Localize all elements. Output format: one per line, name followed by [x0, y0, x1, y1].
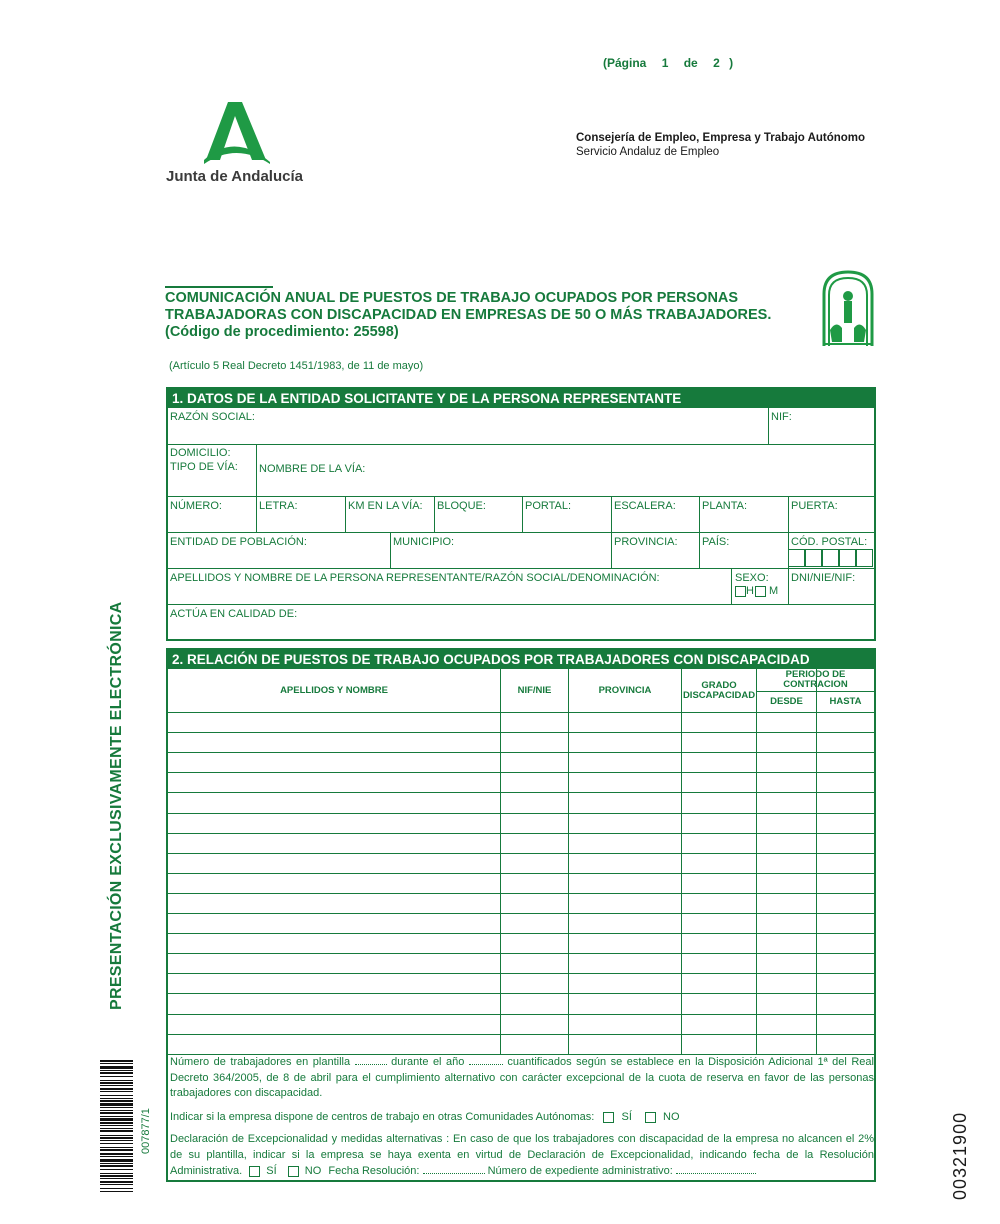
page-suffix: ) — [729, 56, 734, 70]
barcode-bar — [100, 1159, 133, 1162]
table-row[interactable] — [168, 833, 874, 853]
cod-postal-label: CÓD. POSTAL: — [791, 536, 868, 548]
excepcionalidad-si-checkbox[interactable] — [249, 1166, 260, 1177]
barcode-bar — [100, 1153, 133, 1155]
comunidades-paragraph — [170, 1110, 874, 1126]
barcode-bar — [100, 1066, 133, 1069]
barcode-bar — [100, 1098, 133, 1099]
andalucia-shield-icon — [820, 270, 876, 346]
table-row[interactable] — [168, 853, 874, 873]
barcode-bar — [100, 1100, 133, 1102]
barcode-bar — [100, 1130, 133, 1132]
barcode-bar — [100, 1165, 133, 1167]
comunidades-no-label: NO — [663, 1111, 680, 1123]
barcode-bar — [100, 1063, 133, 1064]
form-title — [165, 290, 805, 341]
fecha-resolucion-label: Fecha Resolución: — [328, 1165, 420, 1177]
page-total: 2 — [713, 56, 720, 70]
table-row[interactable] — [168, 1034, 874, 1054]
col-provincia-header: PROVINCIA — [568, 669, 681, 712]
nif-label: NIF: — [771, 411, 792, 423]
table-row[interactable] — [168, 913, 874, 933]
km-field[interactable] — [345, 497, 434, 532]
side-electronic-text: PRESENTACIÓN EXCLUSIVAMENTE ELECTRÓNICA — [108, 601, 125, 1010]
barcode-bar — [100, 1149, 133, 1151]
letra-label: LETRA: — [259, 500, 298, 512]
barcode-bar — [100, 1125, 133, 1126]
barcode-bar — [100, 1173, 133, 1174]
nombre-via-label: NOMBRE DE LA VÍA: — [259, 463, 366, 475]
expediente-label: Número de expediente administrativo: — [487, 1165, 673, 1177]
fecha-resolucion-field[interactable] — [423, 1163, 485, 1174]
barcode-bar — [100, 1088, 133, 1090]
postal-digit-box[interactable] — [788, 549, 805, 567]
logo-text: Junta de Andalucía — [166, 168, 303, 185]
sexo-field — [731, 569, 788, 604]
excepcionalidad-text: Declaración de Excepcionalidad y medidas alternativas : En caso de que los trabajadores con discapacidad de la empresa no alcancen el 2% de su plantilla, indicar si la empresa se haya exenta en virtud de Declaración de Excepcionalidad, indicando fecha de la Resolución Administrativa. — [170, 1133, 874, 1177]
col-desde-header: DESDE — [756, 691, 816, 712]
postal-digit-box[interactable] — [805, 549, 822, 567]
escalera-label: ESCALERA: — [614, 500, 676, 512]
table-row[interactable] — [168, 772, 874, 792]
numero-field[interactable] — [168, 497, 256, 532]
year-field[interactable] — [469, 1054, 503, 1065]
table-column-line — [816, 669, 817, 1054]
table-row[interactable] — [168, 953, 874, 973]
year-text: durante el año — [391, 1056, 465, 1068]
barcode-bar — [100, 1091, 133, 1092]
title-rule — [165, 286, 273, 288]
bloque-label: BLOQUE: — [437, 500, 486, 512]
barcode-bar — [100, 1085, 133, 1086]
barcode-bar — [100, 1082, 133, 1084]
table-row[interactable] — [168, 1014, 874, 1034]
page-of: de — [683, 56, 698, 70]
title-line-1: COMUNICACIÓN ANUAL DE PUESTOS DE TRABAJO OCUPADOS POR PERSONAS — [165, 290, 739, 306]
barcode-bar — [100, 1112, 133, 1114]
bloque-field[interactable] — [434, 497, 522, 532]
row-razon-social — [168, 408, 874, 445]
section-1-heading: 1. DATOS DE LA ENTIDAD SOLICITANTE Y DE LA PERSONA REPRESENTANTE — [168, 389, 874, 408]
barcode-bar — [100, 1072, 133, 1074]
puerta-field[interactable] — [788, 497, 874, 532]
domicilio-label: DOMICILIO: — [170, 447, 231, 459]
page-current: 1 — [661, 56, 669, 70]
entidad-poblacion-label: ENTIDAD DE POBLACIÓN: — [170, 536, 307, 548]
barcode-bar — [100, 1156, 133, 1157]
table-column-line — [568, 669, 569, 1054]
postal-digit-box[interactable] — [856, 549, 873, 567]
barcode-bar — [100, 1181, 133, 1183]
barcode-bar — [100, 1122, 133, 1124]
table-row[interactable] — [168, 792, 874, 812]
representante-field[interactable] — [168, 569, 731, 604]
barcode-bar — [100, 1070, 133, 1071]
plantilla-paragraph — [170, 1054, 874, 1102]
barcode-bar — [100, 1076, 133, 1077]
plantilla-count-field[interactable] — [355, 1054, 387, 1065]
workers-table — [168, 669, 874, 1051]
dni-label: DNI/NIE/NIF: — [791, 572, 856, 584]
barcode-bar — [100, 1110, 133, 1111]
provincia-field[interactable] — [611, 533, 699, 568]
plantilla-text: Número de trabajadores en plantilla — [170, 1056, 351, 1068]
junta-logo-icon — [200, 102, 272, 164]
page-prefix: (Página — [603, 56, 647, 70]
barcode-bar — [100, 1118, 133, 1121]
portal-label: PORTAL: — [525, 500, 572, 512]
agency-block — [576, 132, 865, 158]
tipo-via-label: TIPO DE VÍA: — [170, 461, 238, 473]
sexo-label: SEXO: — [735, 572, 769, 584]
table-row[interactable] — [168, 732, 874, 752]
table-row[interactable] — [168, 973, 874, 993]
municipio-field[interactable] — [390, 533, 611, 568]
escalera-field[interactable] — [611, 497, 699, 532]
comunidades-text: Indicar si la empresa dispone de centros de trabajo en otras Comunidades Autónomas: — [170, 1111, 595, 1123]
km-label: KM EN LA VÍA: — [348, 500, 423, 512]
excepcionalidad-paragraph — [170, 1132, 874, 1180]
disposicion-text: cuantificados según se establece en la Disposición Adicional 1ª del Real Decreto 364/2005, de 8 de abril para el cumplimiento alternativo con carácter excepcional de la cuota de reserva en favor de las personas trabajadores con discapacidad. — [170, 1056, 874, 1099]
comunidades-si-label: SÍ — [621, 1111, 632, 1123]
comunidades-si-checkbox[interactable] — [603, 1112, 614, 1123]
sexo-m-checkbox[interactable] — [755, 586, 766, 597]
sexo-h-label: H — [746, 585, 754, 597]
tipo-via-field[interactable] — [168, 445, 256, 496]
nombre-via-field[interactable] — [256, 445, 874, 496]
barcode-bar — [100, 1103, 133, 1106]
entidad-poblacion-field[interactable] — [168, 533, 390, 568]
table-row[interactable] — [168, 933, 874, 953]
excepcionalidad-no-checkbox[interactable] — [288, 1166, 299, 1177]
section-1 — [166, 387, 876, 641]
barcode-bar — [100, 1107, 133, 1108]
page-indicator — [603, 56, 733, 70]
agency-service: Servicio Andaluz de Empleo — [576, 146, 720, 158]
col-grado-header: GRADO DISCAPACIDAD — [681, 669, 756, 712]
row-domicilio — [168, 445, 874, 497]
table-row[interactable] — [168, 752, 874, 772]
dni-field[interactable] — [788, 569, 874, 604]
col-periodo-header: PERIODO DE CONTRACION — [756, 669, 874, 691]
expediente-field[interactable] — [676, 1163, 756, 1174]
barcode-bar — [100, 1188, 133, 1189]
provincia-label: PROVINCIA: — [614, 536, 678, 548]
table-row[interactable] — [168, 712, 874, 732]
barcode-bar — [100, 1178, 133, 1179]
title-line-3: (Código de procedimiento: 25598) — [165, 324, 399, 340]
barcode-bar — [100, 1143, 133, 1144]
barcode-bar — [100, 1116, 133, 1117]
barcode-bar — [100, 1135, 133, 1136]
table-row[interactable] — [168, 893, 874, 913]
barcode-icon — [100, 1060, 133, 1192]
comunidades-no-checkbox[interactable] — [645, 1112, 656, 1123]
col-nif-header: NIF/NIE — [500, 669, 568, 712]
planta-field[interactable] — [699, 497, 788, 532]
barcode-bar — [100, 1140, 133, 1141]
barcode-bar — [100, 1095, 133, 1096]
excepcionalidad-si-label: SÍ — [266, 1165, 277, 1177]
barcode-bar — [100, 1128, 133, 1129]
nif-field[interactable] — [768, 408, 874, 444]
table-column-line — [681, 669, 682, 1054]
table-column-line — [500, 669, 501, 1054]
barcode-bar — [100, 1137, 133, 1139]
actua-field[interactable] — [168, 605, 874, 641]
barcode-bar — [100, 1175, 133, 1177]
sexo-m-label: M — [768, 585, 779, 597]
razon-social-label: RAZÓN SOCIAL: — [170, 411, 255, 423]
section-2 — [166, 648, 876, 1182]
planta-label: PLANTA: — [702, 500, 748, 512]
col-nombre-header: APELLIDOS Y NOMBRE — [280, 684, 388, 696]
excepcionalidad-no-label: NO — [304, 1165, 322, 1177]
row-numero — [168, 497, 874, 533]
row-representante — [168, 569, 874, 605]
representante-label: APELLIDOS Y NOMBRE DE LA PERSONA REPRESENTANTE/RAZÓN SOCIAL/DENOMINACIÓN: — [170, 572, 660, 584]
postal-digit-box[interactable] — [839, 549, 856, 567]
barcode-bar — [100, 1191, 133, 1192]
table-column-line — [756, 669, 757, 1054]
puerta-label: PUERTA: — [791, 500, 838, 512]
numero-label: NÚMERO: — [170, 500, 222, 512]
barcode-bar — [100, 1184, 133, 1185]
pais-field[interactable] — [699, 533, 788, 568]
document-number: 00321900 — [950, 1111, 970, 1200]
table-row[interactable] — [168, 813, 874, 833]
barcode-bar — [100, 1163, 133, 1164]
agency-name: Consejería de Empleo, Empresa y Trabajo Autónomo — [576, 132, 866, 144]
legal-reference: (Artículo 5 Real Decreto 1451/1983, de 11 de mayo) — [169, 360, 424, 372]
table-row[interactable] — [168, 993, 874, 1013]
barcode-bar — [100, 1080, 133, 1081]
cod-postal-field[interactable] — [788, 533, 874, 568]
razon-social-field[interactable] — [168, 408, 768, 444]
table-row[interactable] — [168, 873, 874, 893]
portal-field[interactable] — [522, 497, 611, 532]
barcode-bar — [100, 1147, 133, 1148]
row-actua — [168, 605, 874, 641]
letra-field[interactable] — [256, 497, 345, 532]
section-2-heading: 2. RELACIÓN DE PUESTOS DE TRABAJO OCUPADOS POR TRABAJADORES CON DISCAPACIDAD — [168, 650, 874, 669]
row-poblacion — [168, 533, 874, 569]
postal-digit-box[interactable] — [822, 549, 839, 567]
actua-label: ACTÚA EN CALIDAD DE: — [170, 608, 298, 620]
municipio-label: MUNICIPIO: — [393, 536, 455, 548]
col-hasta-header: HASTA — [816, 691, 874, 712]
title-line-2: TRABAJADORAS CON DISCAPACIDAD EN EMPRESAS DE 50 O MÁS TRABAJADORES. — [165, 307, 772, 323]
barcode-bar — [100, 1060, 133, 1062]
pais-label: PAÍS: — [702, 536, 730, 548]
barcode-bar — [100, 1169, 133, 1170]
sexo-h-checkbox[interactable] — [735, 586, 746, 597]
form-code: 007877/1 — [140, 1108, 152, 1154]
